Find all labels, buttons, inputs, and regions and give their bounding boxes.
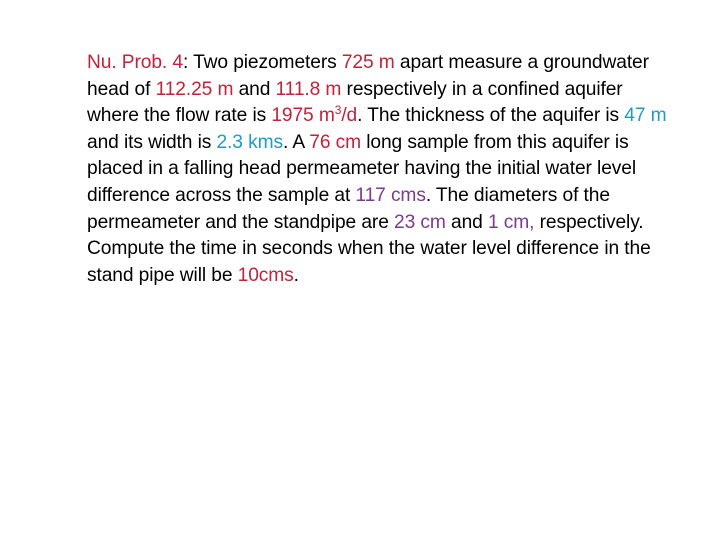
groundwater-head-2: 111.8 m: [275, 78, 342, 100]
piezometer-distance: 725 m: [341, 52, 395, 73]
problem-text: apart measure a groundwater head of: [87, 52, 649, 100]
flow-rate-unit: /d: [341, 105, 358, 127]
sample-length: 76 cm: [309, 131, 362, 153]
final-water-level: 10cms: [237, 264, 294, 286]
problem-text: and: [445, 211, 488, 233]
standpipe-diameter: 1 cm,: [487, 211, 535, 233]
problem-text: . The thickness of the aquifer is: [357, 105, 625, 127]
problem-text: and its width is: [87, 131, 217, 153]
problem-text: . The diameters of the permeameter and the standpipe are: [87, 184, 610, 233]
problem-text: . A: [282, 131, 310, 153]
problem-text: respectively. Compute the time in seconds when the water level difference in the stand pipe will be: [87, 211, 651, 286]
flow-rate-exponent: 3: [334, 103, 342, 118]
problem-text: respectively in a confined aquifer where the flow rate is: [87, 78, 623, 127]
aquifer-thickness: 47 m: [624, 105, 667, 127]
problem-text: long sample from this aquifer is placed in a falling head permeameter having the initial water level difference across the sample at: [87, 131, 636, 206]
permeameter-diameter: 23 cm: [394, 211, 446, 233]
flow-rate-value: 1975 m: [271, 105, 335, 127]
problem-text: and: [233, 78, 276, 100]
aquifer-width: 2.3 kms: [216, 131, 283, 153]
problem-text: : Two piezometers: [182, 52, 342, 73]
problem-text: .: [293, 264, 299, 286]
problem-statement: [87, 50, 667, 289]
groundwater-head-1: 112.25 m: [155, 78, 234, 100]
initial-water-level: 117 cms: [355, 184, 426, 206]
problem-label: Nu. Prob. 4: [87, 52, 183, 73]
